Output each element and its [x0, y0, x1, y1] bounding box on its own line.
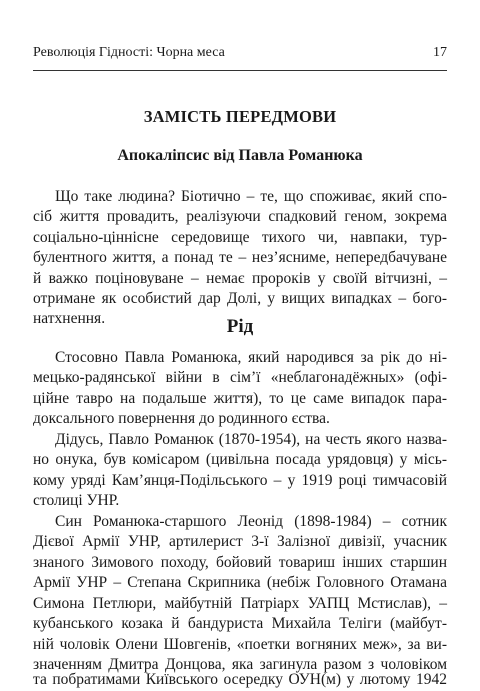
header-rule — [33, 70, 447, 71]
text-line: булентного життя, а понад те – незʼясниме, непередбачуване — [33, 249, 447, 266]
text-line: кубанського козака й бандуриста Михайла Теліги (майбут- — [33, 615, 447, 632]
text-line: соціально-ціннісне середовище тихого чи, навпаки, тур- — [33, 229, 447, 246]
running-header-title: Революція Гідності: Чорна меса — [33, 45, 225, 60]
page-number: 17 — [433, 45, 447, 60]
text-line: Стосовно Павла Романюка, який народився за рік до ні- — [55, 349, 447, 366]
section-heading: Рід — [226, 316, 254, 337]
text-line: знаного Зимового походу, бойовий товариш інших старшин — [33, 554, 447, 571]
text-line: й важко поціновуване – немає пророків у своїй вітчизні, – — [33, 270, 447, 287]
text-line: доксального повернення до родинного єства. — [33, 410, 330, 427]
text-line: Дієвої Армії УНР, артилерист 3-ї Залізної дивізії, учасник — [33, 533, 447, 550]
text-line: та побратимами Київського осередку ОУН(м) у лютому 1942 — [33, 671, 447, 688]
text-line: сіб життя провадить, реалізуючи спадковий геном, зокрема — [33, 208, 447, 225]
text-line: значенням Дмитра Донцова, яка загинула разом з чоловіком — [33, 656, 447, 673]
text-line: но онука, був комісаром (цивільна посада урядовця) у місь- — [33, 451, 447, 468]
chapter-subheading: Апокаліпсис від Павла Романюка — [117, 147, 363, 164]
text-line: Що таке людина? Біотично – те, що споживає, який спо- — [55, 188, 447, 205]
text-line: Син Романюка-старшого Леонід (1898-1984) – сотник — [55, 513, 447, 530]
text-line: ній чоловік Олени Шовгенів, «поетки вогняних меж», за ви- — [33, 636, 447, 653]
chapter-heading: ЗАМІСТЬ ПЕРЕДМОВИ — [143, 107, 337, 126]
text-line: ційне тавро на подальше життя), то це саме випадок пара- — [33, 390, 447, 407]
text-line: отримане як особистий дар Долі, у вищих випадках – бого- — [33, 290, 447, 307]
text-line: натхнення. — [33, 310, 106, 327]
text-line: столиці УНР. — [33, 492, 120, 509]
text-line: кому уряді Камʼянця-Подільського – у 1919 році тимчасовій — [33, 472, 447, 489]
text-line: мецько-радянської війни в сімʼї «неблагонадёжных» (офі- — [33, 369, 447, 386]
text-line: Симона Петлюри, майбутній Патріарх УАПЦ Мстислав), – — [33, 595, 447, 612]
text-line: Дідусь, Павло Романюк (1870-1954), на честь якого назва- — [55, 431, 447, 448]
text-line: Армії УНР – Степана Скрипника (небіж Головного Отамана — [33, 574, 447, 591]
